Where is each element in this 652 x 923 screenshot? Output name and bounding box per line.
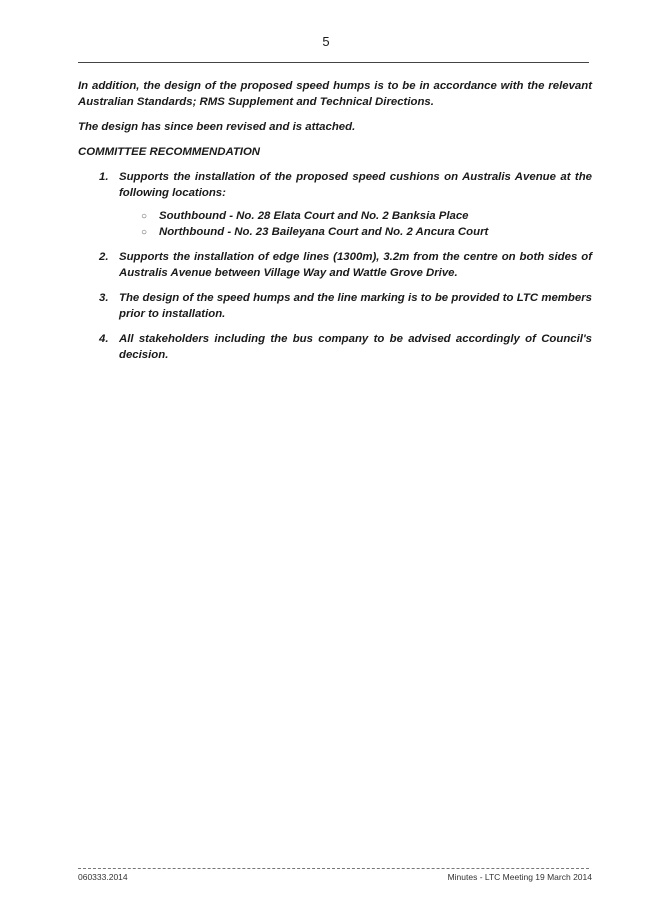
footer-meeting-title: Minutes - LTC Meeting 19 March 2014 [447, 872, 592, 882]
recommendation-item [78, 331, 592, 363]
recommendation-number: 4. [99, 333, 109, 345]
footer-document-id: 060333.2014 [78, 872, 128, 882]
recommendation-list [78, 169, 592, 363]
location-item [119, 224, 592, 240]
header-divider [78, 62, 589, 63]
footer-divider [78, 868, 589, 869]
page-number: 5 [322, 34, 330, 49]
recommendation-number: 2. [99, 251, 109, 263]
recommendation-item [78, 290, 592, 322]
paragraph-design-standards: In addition, the design of the proposed speed humps is to be in accordance with the relevant Australian Standards; RMS Supplement and Technical Directions. [78, 80, 592, 108]
recommendation-text: The design of the speed humps and the line marking is to be provided to LTC members prior to installation. [119, 292, 592, 320]
recommendation-item [78, 249, 592, 281]
recommendation-number: 3. [99, 292, 109, 304]
document-body [78, 78, 592, 372]
recommendation-item [78, 169, 592, 240]
paragraph-design-revised: The design has since been revised and is attached. [78, 121, 356, 133]
location-text: Northbound - No. 23 Baileyana Court and No. 2 Ancura Court [159, 226, 489, 238]
circle-bullet-icon: ○ [141, 227, 148, 238]
recommendation-text: Supports the installation of the proposed speed cushions on Australis Avenue at the following locations: [119, 171, 592, 199]
location-list [119, 208, 592, 240]
location-text: Southbound - No. 28 Elata Court and No. 2 Banksia Place [159, 210, 469, 222]
circle-bullet-icon: ○ [141, 211, 148, 222]
recommendation-number: 1. [99, 171, 109, 183]
location-item [119, 208, 592, 224]
section-heading: COMMITTEE RECOMMENDATION [78, 146, 261, 158]
recommendation-text: Supports the installation of edge lines (1300m), 3.2m from the centre on both sides of Australis Avenue between Village Way and Wattle Grove Drive. [119, 251, 592, 279]
recommendation-text: All stakeholders including the bus company to be advised accordingly of Council's decision. [119, 333, 592, 361]
